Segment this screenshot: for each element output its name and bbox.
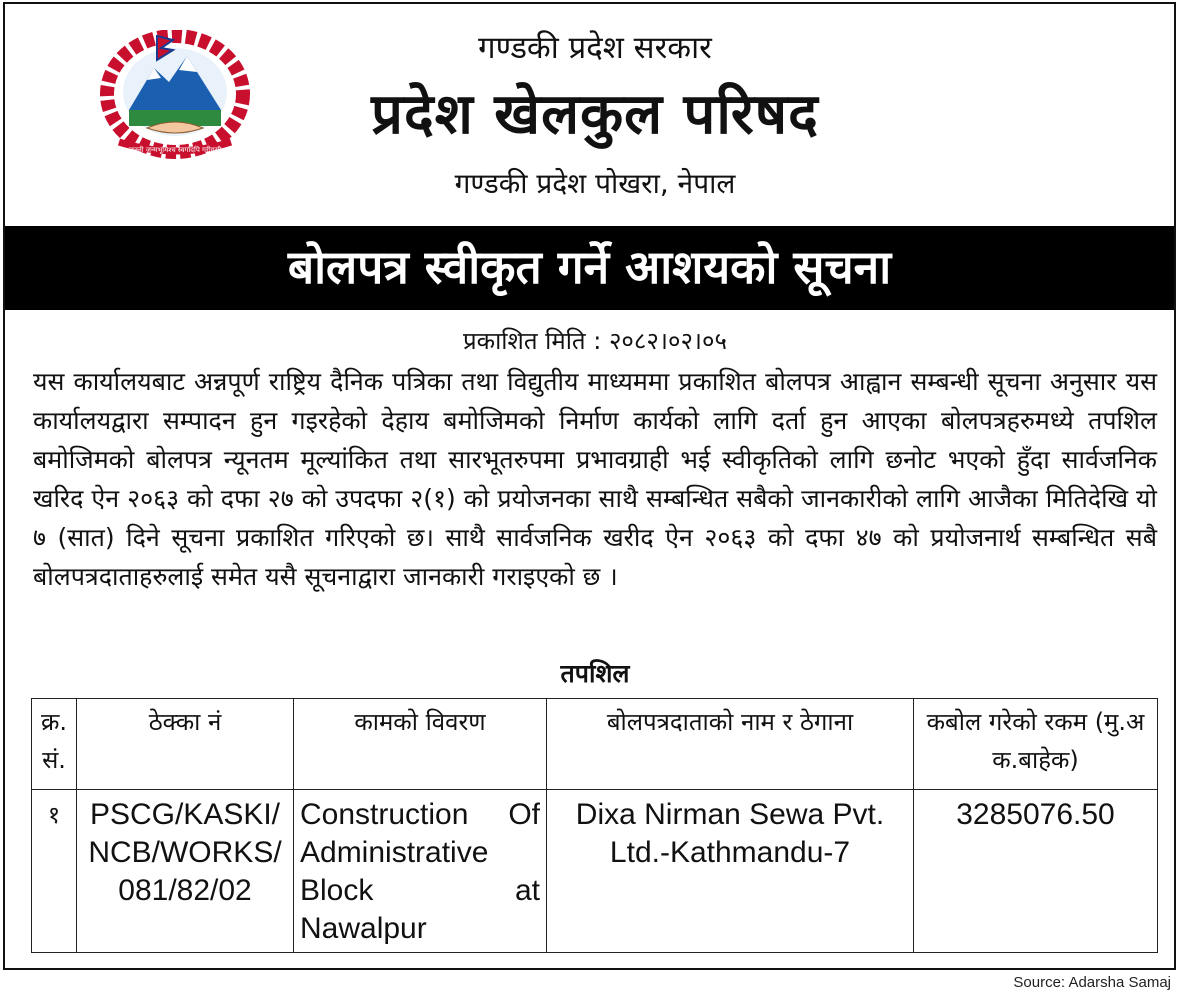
header-sn: क्र. सं. (32, 699, 77, 790)
schedule-heading: तपशिल (560, 659, 630, 688)
work-description-line: Nawalpur (300, 912, 427, 945)
work-description-line: Block at (300, 874, 540, 907)
cell-contract-no: PSCG/KASKI/ NCB/WORKS/ 081/82/02 (77, 790, 294, 953)
notice-body: यस कार्यालयबाट अन्नपूर्ण राष्ट्रिय दैनिक पत्रिका तथा विद्युतीय माध्यममा प्रकाशित बोलपत्र आह्वान सम्बन्धी सूचना अनुसार यस कार्यालयद्वारा सम्पादन हुन गइरहेको देहाय बमोजिमको निर्माण कार्यको लागि दर्ता हुन आएका बोलपत्रहरुमध्ये तपशिल बमोजिमको बोलपत्र न्यूनतम मूल्यांकित तथा सारभूतरुपमा प्रभावग्राही भई स्वीकृतिको लागि छनोट भएको हुँदा सार्वजनिक खरिद ऐन २०६३ को दफा २७ को उपदफा २(१) को प्रयोजनका साथै सम्बन्धित सबैको जानकारीको लागि आजैका मितिदेखि यो ७ (सात) दिने सूचना प्रकाशित गरिएको छ। साथै सार्वजनिक खरीद ऐन २०६३ को दफा ४७ को प्रयोजनार्थ सम्बन्धित सबै बोलपत्रदाताहरुलाई समेत यसै सूचनाद्वारा जानकारी गराइएको छ । (33, 367, 1157, 591)
notice-frame (3, 2, 1176, 970)
table-row (32, 790, 1158, 953)
cell-work-description (294, 790, 547, 953)
published-date: प्रकाशित मिति : २०८२।०२।०५ (463, 327, 727, 355)
cell-amount: 3285076.50 (914, 790, 1158, 953)
header-contract-no: ठेक्का नं (77, 699, 294, 790)
source-credit: Source: Adarsha Samaj (1013, 974, 1171, 991)
header-bidder: बोलपत्रदाताको नाम र ठेगाना (547, 699, 914, 790)
header-work-description: कामको विवरण (294, 699, 547, 790)
cell-sn: १ (32, 790, 77, 953)
government-name: गण्डकी प्रदेश सरकार (478, 30, 712, 66)
cell-bidder: Dixa Nirman Sewa Pvt. Ltd.-Kathmandu-7 (547, 790, 914, 953)
work-description-line: Construction Of (300, 798, 540, 831)
nepal-provincial-emblem-icon (99, 30, 251, 160)
bid-table (31, 698, 1158, 953)
office-name: प्रदेश खेलकुल परिषद (371, 82, 819, 147)
office-address: गण्डकी प्रदेश पोखरा, नेपाल (454, 167, 736, 200)
notice-title: बोलपत्र स्वीकृत गर्ने आशयको सूचना (5, 226, 1174, 310)
header-amount: कबोल गरेको रकम (मु.अ क.बाहेक) (914, 699, 1158, 790)
emblem-motto: जननी जन्मभूमिश्च स्वर्गादपि गरीयसी (128, 146, 222, 154)
work-description-line: Administrative (300, 836, 489, 869)
table-header-row (32, 699, 1158, 790)
